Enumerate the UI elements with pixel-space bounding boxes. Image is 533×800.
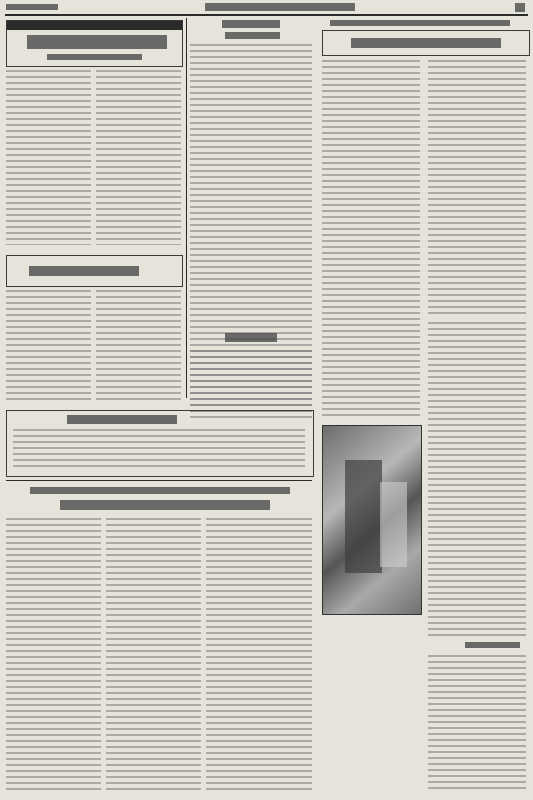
- main-headline: [27, 35, 167, 49]
- center-subheadline: [225, 32, 280, 39]
- photo: [322, 425, 422, 615]
- brief-headline: [67, 415, 177, 424]
- center-headline-2: [225, 333, 277, 342]
- column-rule: [186, 18, 187, 398]
- article-text: [428, 322, 526, 638]
- main-subheadline: [47, 54, 142, 60]
- article-text: [190, 350, 312, 418]
- author-signature: [465, 642, 520, 648]
- left-heading-box: [6, 20, 183, 67]
- article-text: [428, 60, 526, 318]
- article-text: [106, 518, 201, 790]
- article-text: [6, 70, 91, 245]
- masthead-title: [205, 3, 355, 11]
- article-text: [206, 518, 312, 790]
- section-banner: [7, 21, 182, 30]
- second-headline: [29, 266, 139, 276]
- brief-text: [13, 429, 305, 469]
- right-heading-box: [322, 30, 530, 56]
- right-headline: [351, 38, 501, 48]
- bottom-article-headline: [60, 500, 270, 510]
- article-text: [6, 518, 101, 790]
- issue-number: [6, 4, 58, 10]
- center-headline: [222, 20, 280, 28]
- section-rule: [6, 480, 312, 481]
- news-brief-box: [6, 410, 314, 477]
- article-text: [6, 290, 91, 400]
- section-banner-text: [30, 487, 290, 494]
- article-text: [322, 60, 420, 420]
- left-heading-box-2: [6, 255, 183, 287]
- right-top-subtitle: [330, 20, 510, 26]
- photo-caption: [428, 655, 526, 790]
- article-text: [96, 290, 181, 400]
- top-rule: [5, 14, 528, 16]
- page-number: [515, 3, 525, 12]
- article-text: [96, 70, 181, 245]
